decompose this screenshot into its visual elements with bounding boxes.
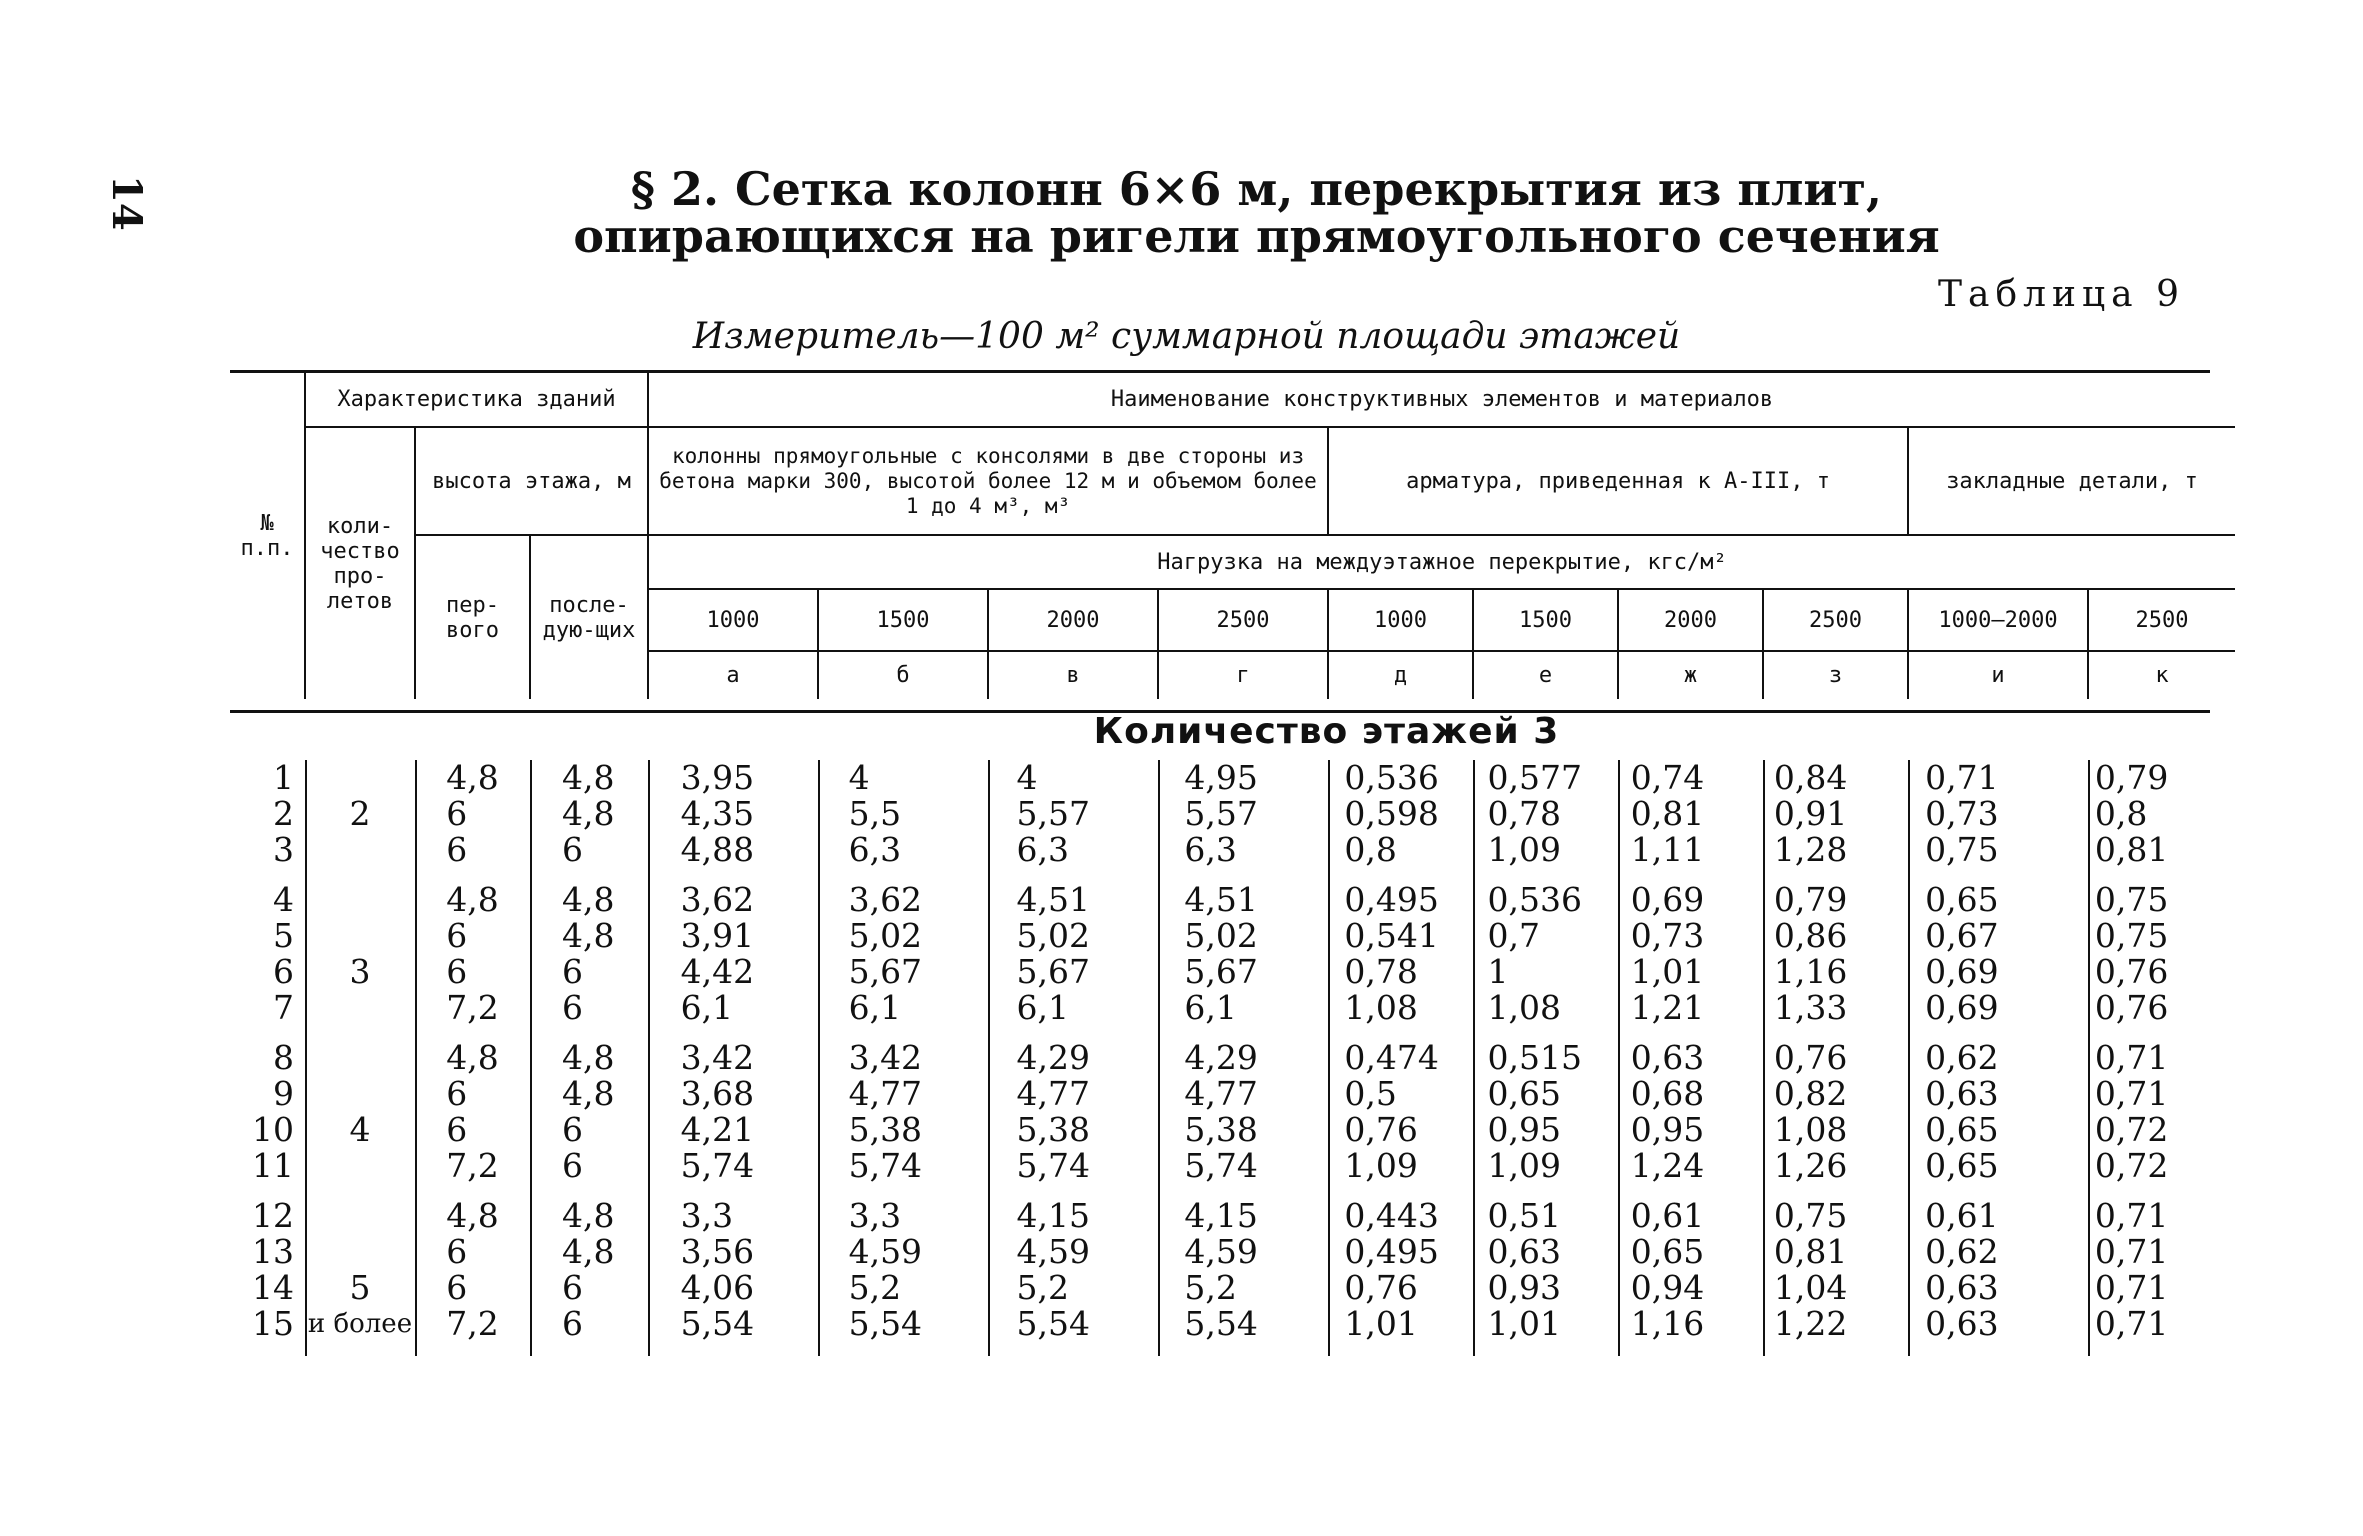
value-cell: 5,74: [848, 1146, 923, 1185]
value-cell: 6,3: [1016, 830, 1069, 869]
header-num: № п.п.: [240, 511, 294, 561]
spans-value: 4: [349, 1110, 371, 1149]
value-cell: 3,56: [680, 1232, 755, 1271]
value-cell: 5,74: [1016, 1146, 1090, 1185]
first-floor-height: 7,2: [446, 1304, 499, 1343]
next-floor-height: 6: [561, 952, 583, 991]
row-number: 12: [251, 1196, 294, 1235]
first-floor-height: 6: [446, 794, 468, 833]
value-cell: 5,2: [1184, 1268, 1237, 1307]
row-number: 3: [272, 830, 294, 869]
row-number: 15: [251, 1304, 294, 1343]
value-cell: 0,95: [1630, 1110, 1705, 1149]
value-cell: 5,74: [680, 1146, 755, 1185]
value-cell: 5,02: [1016, 916, 1090, 955]
table-row: [230, 1306, 2210, 1342]
value-cell: 5,67: [1184, 952, 1258, 991]
column-letter: в: [988, 651, 1158, 699]
value-cell: 6,3: [848, 830, 902, 869]
table-row: [230, 796, 2210, 832]
row-number: 1: [272, 758, 294, 797]
value-cell: 3,42: [680, 1038, 755, 1077]
value-cell: 4,15: [1184, 1196, 1258, 1235]
row-number: 7: [272, 988, 294, 1027]
column-letter: а: [648, 651, 818, 699]
table-row: [230, 1148, 2210, 1184]
value-cell: 0,62: [1925, 1232, 1999, 1271]
value-cell: 4,15: [1016, 1196, 1090, 1235]
column-letter: б: [818, 651, 988, 699]
spans-cell: [304, 1198, 412, 1234]
column-separator: [415, 760, 417, 1356]
column-letter: ж: [1618, 651, 1763, 699]
value-cell: 1,11: [1630, 830, 1705, 869]
value-cell: 0,74: [1630, 758, 1705, 797]
value-cell: 6,3: [1184, 830, 1237, 869]
value-cell: 0,495: [1344, 880, 1439, 919]
value-cell: 1,09: [1487, 1146, 1562, 1185]
spans-cell: [304, 1234, 412, 1270]
value-cell: 1,08: [1773, 1110, 1848, 1149]
load-value: 2000: [1618, 589, 1763, 651]
column-separator: [2088, 760, 2090, 1356]
value-cell: 5,57: [1184, 794, 1258, 833]
value-cell: 1,22: [1773, 1304, 1848, 1343]
value-cell: 1,09: [1344, 1146, 1418, 1185]
value-cell: 0,76: [2094, 952, 2169, 991]
first-floor-height: 4,8: [446, 1038, 499, 1077]
spans-cell: [304, 990, 412, 1026]
value-cell: 0,63: [1925, 1304, 1999, 1343]
value-cell: 5,38: [1016, 1110, 1090, 1149]
first-floor-height: 7,2: [446, 988, 499, 1027]
value-cell: 4,29: [1016, 1038, 1090, 1077]
value-cell: 0,91: [1773, 794, 1848, 833]
value-cell: 5,54: [680, 1304, 755, 1343]
value-cell: 0,65: [1487, 1074, 1562, 1113]
value-cell: 4,35: [680, 794, 755, 833]
table-row: [230, 1076, 2210, 1112]
value-cell: 4,77: [1016, 1074, 1090, 1113]
spans-cell: [304, 1076, 412, 1112]
value-cell: 1,21: [1630, 988, 1705, 1027]
value-cell: 1,01: [1630, 952, 1705, 991]
value-cell: 0,63: [1925, 1074, 1999, 1113]
first-floor-height: 6: [446, 916, 468, 955]
value-cell: 5,54: [1016, 1304, 1090, 1343]
value-cell: 1: [1487, 952, 1509, 991]
value-cell: 0,86: [1773, 916, 1848, 955]
next-floor-height: 6: [561, 1304, 583, 1343]
value-cell: 3,3: [848, 1196, 902, 1235]
header-floor-height: высота этажа, м: [415, 427, 648, 535]
value-cell: 0,515: [1487, 1038, 1583, 1077]
header-next: после-дую-щих: [530, 535, 648, 699]
value-cell: 0,79: [1773, 880, 1848, 919]
table-row: [230, 954, 2210, 990]
value-cell: 4,59: [1184, 1232, 1258, 1271]
row-number: 5: [272, 916, 294, 955]
next-floor-height: 4,8: [561, 1196, 615, 1235]
value-cell: 1,08: [1344, 988, 1418, 1027]
column-separator: [648, 760, 650, 1356]
column-letter: д: [1328, 651, 1473, 699]
spans-cell: [304, 1148, 412, 1184]
value-cell: 0,69: [1925, 952, 1999, 991]
value-cell: 4,29: [1184, 1038, 1258, 1077]
value-cell: 0,78: [1344, 952, 1418, 991]
value-cell: 3,62: [848, 880, 923, 919]
value-cell: 5,74: [1184, 1146, 1258, 1185]
value-cell: 4,51: [1184, 880, 1258, 919]
header-first: пер-вого: [415, 535, 530, 699]
spans-value: 5: [349, 1268, 371, 1307]
value-cell: 3,62: [680, 880, 755, 919]
value-cell: 5,2: [848, 1268, 902, 1307]
next-floor-height: 4,8: [561, 916, 615, 955]
row-number: 2: [272, 794, 294, 833]
value-cell: 0,65: [1630, 1232, 1705, 1271]
value-cell: 0,73: [1925, 794, 1999, 833]
table-row: [230, 1234, 2210, 1270]
value-cell: 0,69: [1925, 988, 1999, 1027]
value-cell: 4,59: [848, 1232, 923, 1271]
value-cell: 4,06: [680, 1268, 755, 1307]
spans-cell: [304, 1040, 412, 1076]
value-cell: 0,536: [1344, 758, 1439, 797]
column-letter: е: [1473, 651, 1618, 699]
value-cell: 4,88: [680, 830, 755, 869]
row-group: [230, 882, 2210, 1026]
value-cell: 5,38: [1184, 1110, 1258, 1149]
table-label: Таблица 9: [1938, 274, 2185, 315]
load-value: 1500: [818, 589, 988, 651]
value-cell: 0,5: [1344, 1074, 1397, 1113]
value-cell: 0,82: [1773, 1074, 1848, 1113]
value-cell: 5,57: [1016, 794, 1090, 833]
value-cell: 0,93: [1487, 1268, 1562, 1307]
value-cell: 1,24: [1630, 1146, 1705, 1185]
load-value: 1000: [648, 589, 818, 651]
spans-value: 3: [349, 952, 371, 991]
value-cell: 0,71: [2094, 1038, 2169, 1077]
column-separator: [988, 760, 990, 1356]
page-number: 14: [103, 175, 150, 231]
table-row: [230, 1270, 2210, 1306]
column-separator: [818, 760, 820, 1356]
value-cell: 0,76: [1773, 1038, 1848, 1077]
next-floor-height: 6: [561, 1110, 583, 1149]
header-spans: коли-чество про-летов: [305, 427, 415, 699]
value-cell: 1,26: [1773, 1146, 1848, 1185]
value-cell: 0,95: [1487, 1110, 1562, 1149]
value-cell: 6,1: [1184, 988, 1237, 1027]
first-floor-height: 4,8: [446, 1196, 499, 1235]
table-row: [230, 760, 2210, 796]
spans-cell: [304, 760, 412, 796]
value-cell: 6,1: [848, 988, 902, 1027]
value-cell: 6,1: [680, 988, 734, 1027]
unit-caption: Измеритель—100 м² суммарной площади этажей: [692, 316, 1681, 357]
first-floor-height: 4,8: [446, 758, 499, 797]
value-cell: 0,81: [2094, 830, 2169, 869]
load-value: 1000: [1328, 589, 1473, 651]
header-reinforcement: арматура, приведенная к А-III, т: [1328, 427, 1908, 535]
row-number: 10: [251, 1110, 294, 1149]
value-cell: 3,42: [848, 1038, 923, 1077]
spans-cell: [304, 918, 412, 954]
value-cell: 1,33: [1773, 988, 1848, 1027]
header-characteristics: Характеристика зданий: [305, 373, 648, 427]
load-value: 2500: [1158, 589, 1328, 651]
header-columns: колонны прямоугольные с консолями в две стороны из бетона марки 300, высотой более 12 м и объемом более 1 до 4 м³, м³: [648, 427, 1328, 535]
value-cell: 0,63: [1487, 1232, 1562, 1271]
value-cell: 5,67: [848, 952, 923, 991]
value-cell: 0,61: [1925, 1196, 1999, 1235]
value-cell: 0,474: [1344, 1038, 1439, 1077]
table-row: [230, 1198, 2210, 1234]
row-group: [230, 760, 2210, 868]
value-cell: 0,63: [1630, 1038, 1705, 1077]
value-cell: 1,16: [1630, 1304, 1705, 1343]
table-row: [230, 882, 2210, 918]
value-cell: 0,536: [1487, 880, 1583, 919]
table-row: [230, 1112, 2210, 1148]
value-cell: 0,577: [1487, 758, 1583, 797]
row-number: 4: [272, 880, 294, 919]
load-value: 1500: [1473, 589, 1618, 651]
value-cell: 5,5: [848, 794, 902, 833]
row-number: 11: [251, 1146, 294, 1185]
spans-cell: [304, 882, 412, 918]
value-cell: 0,76: [1344, 1268, 1418, 1307]
value-cell: 5,02: [848, 916, 923, 955]
value-cell: 0,78: [1487, 794, 1562, 833]
value-cell: 0,72: [2094, 1146, 2169, 1185]
load-value: 2000: [988, 589, 1158, 651]
value-cell: 4,21: [680, 1110, 755, 1149]
first-floor-height: 4,8: [446, 880, 499, 919]
next-floor-height: 4,8: [561, 1038, 615, 1077]
value-cell: 0,71: [2094, 1268, 2169, 1307]
header-elements: Наименование конструктивных элементов и материалов: [648, 373, 2235, 427]
column-separator: [1473, 760, 1475, 1356]
value-cell: 3,3: [680, 1196, 734, 1235]
next-floor-height: 4,8: [561, 1074, 615, 1113]
value-cell: 3,91: [680, 916, 755, 955]
value-cell: 0,65: [1925, 880, 1999, 919]
value-cell: 1,01: [1487, 1304, 1562, 1343]
value-cell: 0,443: [1344, 1196, 1439, 1235]
table-body: [230, 760, 2210, 1356]
first-floor-height: 6: [446, 830, 468, 869]
value-cell: 4: [1016, 758, 1038, 797]
row-number: 14: [251, 1268, 294, 1307]
value-cell: 0,69: [1630, 880, 1705, 919]
value-cell: 3,95: [680, 758, 755, 797]
column-letter: и: [1908, 651, 2088, 699]
value-cell: 0,75: [2094, 880, 2169, 919]
value-cell: 0,76: [2094, 988, 2169, 1027]
column-letter: к: [2088, 651, 2235, 699]
value-cell: 0,81: [1773, 1232, 1848, 1271]
row-number: 9: [272, 1074, 294, 1113]
value-cell: 5,54: [1184, 1304, 1258, 1343]
value-cell: 1,28: [1773, 830, 1848, 869]
value-cell: 0,61: [1630, 1196, 1705, 1235]
column-separator: [530, 760, 532, 1356]
value-cell: 0,72: [2094, 1110, 2169, 1149]
value-cell: 0,541: [1344, 916, 1439, 955]
row-number: 8: [272, 1038, 294, 1077]
table-row: [230, 918, 2210, 954]
value-cell: 0,73: [1630, 916, 1705, 955]
load-value: 2500: [2088, 589, 2235, 651]
spans-value: 2: [349, 794, 371, 833]
value-cell: 3,68: [680, 1074, 755, 1113]
value-cell: 4,77: [848, 1074, 923, 1113]
row-number: 13: [251, 1232, 294, 1271]
table-row: [230, 832, 2210, 868]
value-cell: 0,65: [1925, 1110, 1999, 1149]
value-cell: 0,8: [1344, 830, 1397, 869]
table-row: [230, 1040, 2210, 1076]
value-cell: 0,598: [1344, 794, 1439, 833]
next-floor-height: 4,8: [561, 880, 615, 919]
value-cell: 0,84: [1773, 758, 1848, 797]
value-cell: 0,63: [1925, 1268, 1999, 1307]
value-cell: 4,95: [1184, 758, 1258, 797]
value-cell: 0,71: [1925, 758, 1999, 797]
value-cell: 1,04: [1773, 1268, 1848, 1307]
value-cell: 0,7: [1487, 916, 1541, 955]
value-cell: 5,2: [1016, 1268, 1069, 1307]
spans-cell: [304, 832, 412, 868]
section-heading-line-2: опирающихся на ригели прямоугольного сечения: [573, 209, 1940, 263]
value-cell: 0,81: [1630, 794, 1705, 833]
table-header: [230, 373, 2235, 699]
value-cell: 0,495: [1344, 1232, 1439, 1271]
first-floor-height: 6: [446, 1110, 468, 1149]
load-value: 1000—2000: [1908, 589, 2088, 651]
header-embedded: закладные детали, т: [1908, 427, 2235, 535]
value-cell: 6,1: [1016, 988, 1069, 1027]
value-cell: 0,65: [1925, 1146, 1999, 1185]
value-cell: 5,02: [1184, 916, 1258, 955]
value-cell: 0,75: [1773, 1196, 1848, 1235]
value-cell: 0,71: [2094, 1074, 2169, 1113]
next-floor-height: 4,8: [561, 794, 615, 833]
first-floor-height: 6: [446, 1268, 468, 1307]
value-cell: 4,51: [1016, 880, 1090, 919]
value-cell: 0,75: [2094, 916, 2169, 955]
column-separator: [1763, 760, 1765, 1356]
column-separator: [1618, 760, 1620, 1356]
column-separator: [1158, 760, 1160, 1356]
value-cell: 4,59: [1016, 1232, 1090, 1271]
value-cell: 0,75: [1925, 830, 1999, 869]
value-cell: 0,68: [1630, 1074, 1705, 1113]
next-floor-height: 6: [561, 988, 583, 1027]
value-cell: 0,8: [2094, 794, 2148, 833]
next-floor-height: 4,8: [561, 758, 615, 797]
value-cell: 5,54: [848, 1304, 923, 1343]
value-cell: 5,38: [848, 1110, 923, 1149]
value-cell: 5,67: [1016, 952, 1090, 991]
value-cell: 4,42: [680, 952, 755, 991]
next-floor-height: 6: [561, 1146, 583, 1185]
first-floor-height: 6: [446, 952, 468, 991]
value-cell: 0,79: [2094, 758, 2169, 797]
value-cell: 1,01: [1344, 1304, 1418, 1343]
next-floor-height: 6: [561, 830, 583, 869]
spans-extra: и более: [307, 1309, 413, 1339]
load-value: 2500: [1763, 589, 1908, 651]
value-cell: 0,62: [1925, 1038, 1999, 1077]
value-cell: 0,76: [1344, 1110, 1418, 1149]
section-heading-line-1: § 2. Сетка колонн 6×6 м, перекрытия из плит,: [630, 162, 1883, 216]
value-cell: 0,94: [1630, 1268, 1705, 1307]
value-cell: 1,16: [1773, 952, 1848, 991]
value-cell: 4: [848, 758, 870, 797]
column-separator: [1908, 760, 1910, 1356]
section-title: Количество этажей 3: [1093, 711, 1560, 752]
column-separator: [1328, 760, 1330, 1356]
column-separator: [305, 760, 307, 1356]
value-cell: 1,08: [1487, 988, 1562, 1027]
first-floor-height: 7,2: [446, 1146, 499, 1185]
header-load: Нагрузка на междуэтажное перекрытие, кгс/м²: [648, 535, 2235, 589]
row-group: [230, 1040, 2210, 1184]
value-cell: 0,71: [2094, 1304, 2169, 1343]
first-floor-height: 6: [446, 1232, 468, 1271]
value-cell: 4,77: [1184, 1074, 1258, 1113]
value-cell: 0,71: [2094, 1232, 2169, 1271]
row-number: 6: [272, 952, 294, 991]
value-cell: 1,09: [1487, 830, 1562, 869]
table-row: [230, 990, 2210, 1026]
value-cell: 0,71: [2094, 1196, 2169, 1235]
next-floor-height: 4,8: [561, 1232, 615, 1271]
row-group: [230, 1198, 2210, 1342]
column-letter: г: [1158, 651, 1328, 699]
next-floor-height: 6: [561, 1268, 583, 1307]
first-floor-height: 6: [446, 1074, 468, 1113]
value-cell: 0,67: [1925, 916, 1999, 955]
column-letter: з: [1763, 651, 1908, 699]
value-cell: 0,51: [1487, 1196, 1562, 1235]
